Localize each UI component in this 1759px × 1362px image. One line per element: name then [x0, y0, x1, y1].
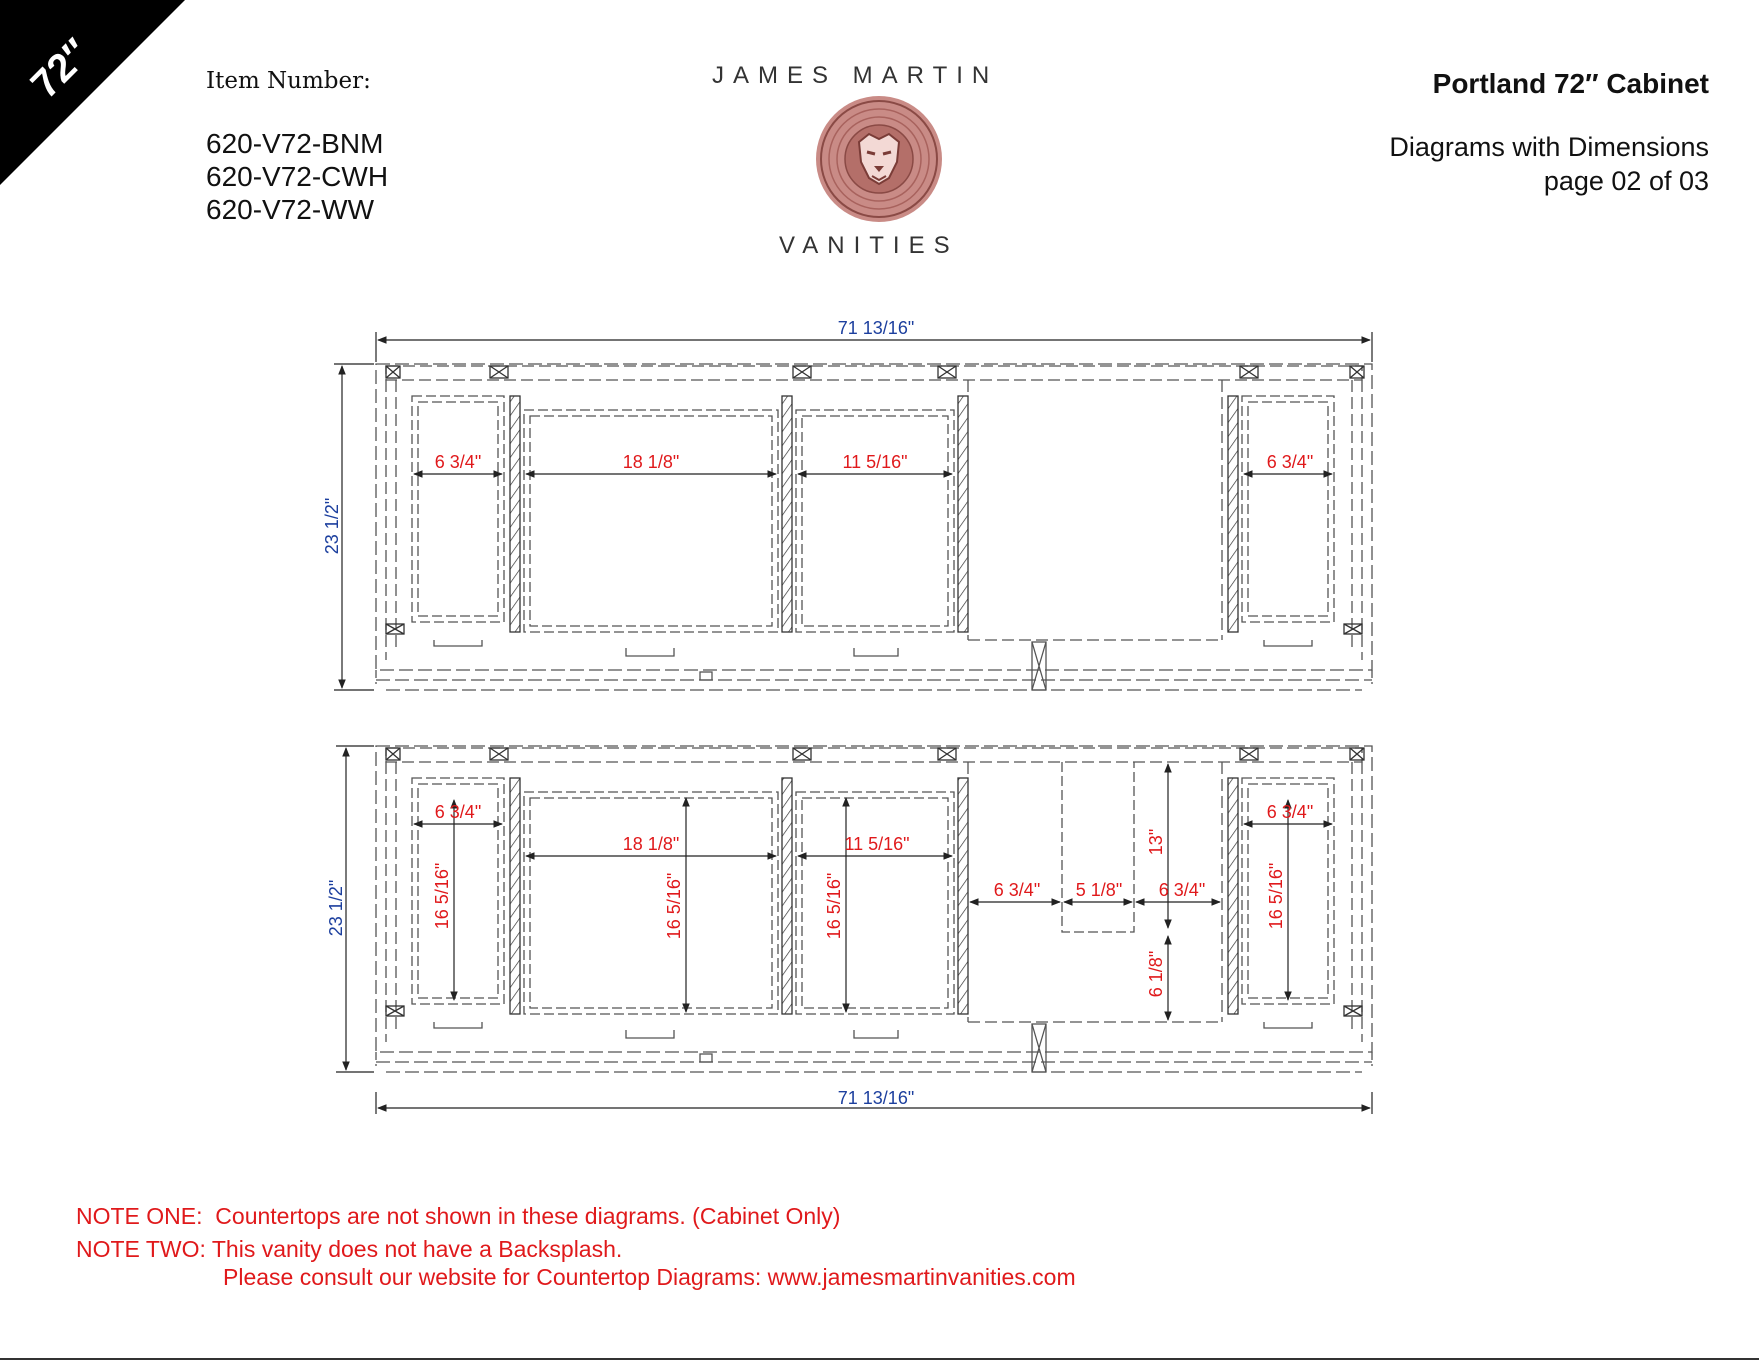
- top-diagram: [376, 364, 1372, 690]
- page-title: Portland 72″ Cabinet: [1432, 68, 1709, 99]
- bottom-diagram: [376, 746, 1372, 1072]
- bottom-width-label: 71 13/16": [837, 1088, 915, 1108]
- brand-name: JAMES MARTIN: [712, 62, 999, 89]
- top-opening-4-label: 6 3/4": [1266, 452, 1314, 472]
- bottom-open-upper-height: 13": [1146, 828, 1166, 856]
- page-number: page 02 of 03: [1543, 166, 1709, 196]
- bottom-opening-4-height: 16 5/16": [1266, 862, 1286, 930]
- item-number-label: Item Number:: [206, 68, 371, 94]
- bottom-opening-2-width: 18 1/8": [622, 834, 680, 854]
- bottom-opening-3-width: 11 5/16": [844, 834, 910, 854]
- top-width-label: 71 13/16": [837, 318, 915, 338]
- bottom-opening-1-width: 6 3/4": [434, 802, 482, 822]
- item-number-1: 620-V72-BNM: [206, 128, 384, 159]
- top-height-label: 23 1/2": [322, 497, 342, 555]
- top-opening-1-label: 6 3/4": [434, 452, 482, 472]
- corner-badge-text: 72″: [22, 30, 99, 107]
- page-subtitle: Diagrams with Dimensions: [1389, 132, 1709, 162]
- bottom-opening-3-height: 16 5/16": [824, 872, 844, 940]
- top-opening-2-label: 18 1/8": [622, 452, 680, 472]
- bottom-open-mid-width: 5 1/8": [1075, 880, 1123, 900]
- bottom-height-label: 23 1/2": [326, 879, 346, 937]
- item-number-3: 620-V72-WW: [206, 194, 375, 225]
- bottom-opening-2-height: 16 5/16": [664, 872, 684, 940]
- bottom-open-lower-height: 6 1/8": [1146, 950, 1166, 998]
- bottom-open-left-width: 6 3/4": [993, 880, 1041, 900]
- item-number-2: 620-V72-CWH: [206, 161, 389, 192]
- bottom-opening-1-height: 16 5/16": [432, 862, 452, 930]
- note-one: NOTE ONE: Countertops are not shown in these diagrams. (Cabinet Only): [76, 1203, 841, 1229]
- brand-subtitle: VANITIES: [779, 232, 959, 259]
- bottom-opening-4-width: 6 3/4": [1266, 802, 1314, 822]
- footer-rule: [0, 1358, 1759, 1360]
- top-opening-3-label: 11 5/16": [842, 452, 908, 472]
- note-two-website: Please consult our website for Countertop Diagrams: www.jamesmartinvanities.com: [223, 1264, 1076, 1290]
- note-two: NOTE TWO: This vanity does not have a Backsplash.: [76, 1236, 623, 1262]
- bottom-open-right-width: 6 3/4": [1158, 880, 1206, 900]
